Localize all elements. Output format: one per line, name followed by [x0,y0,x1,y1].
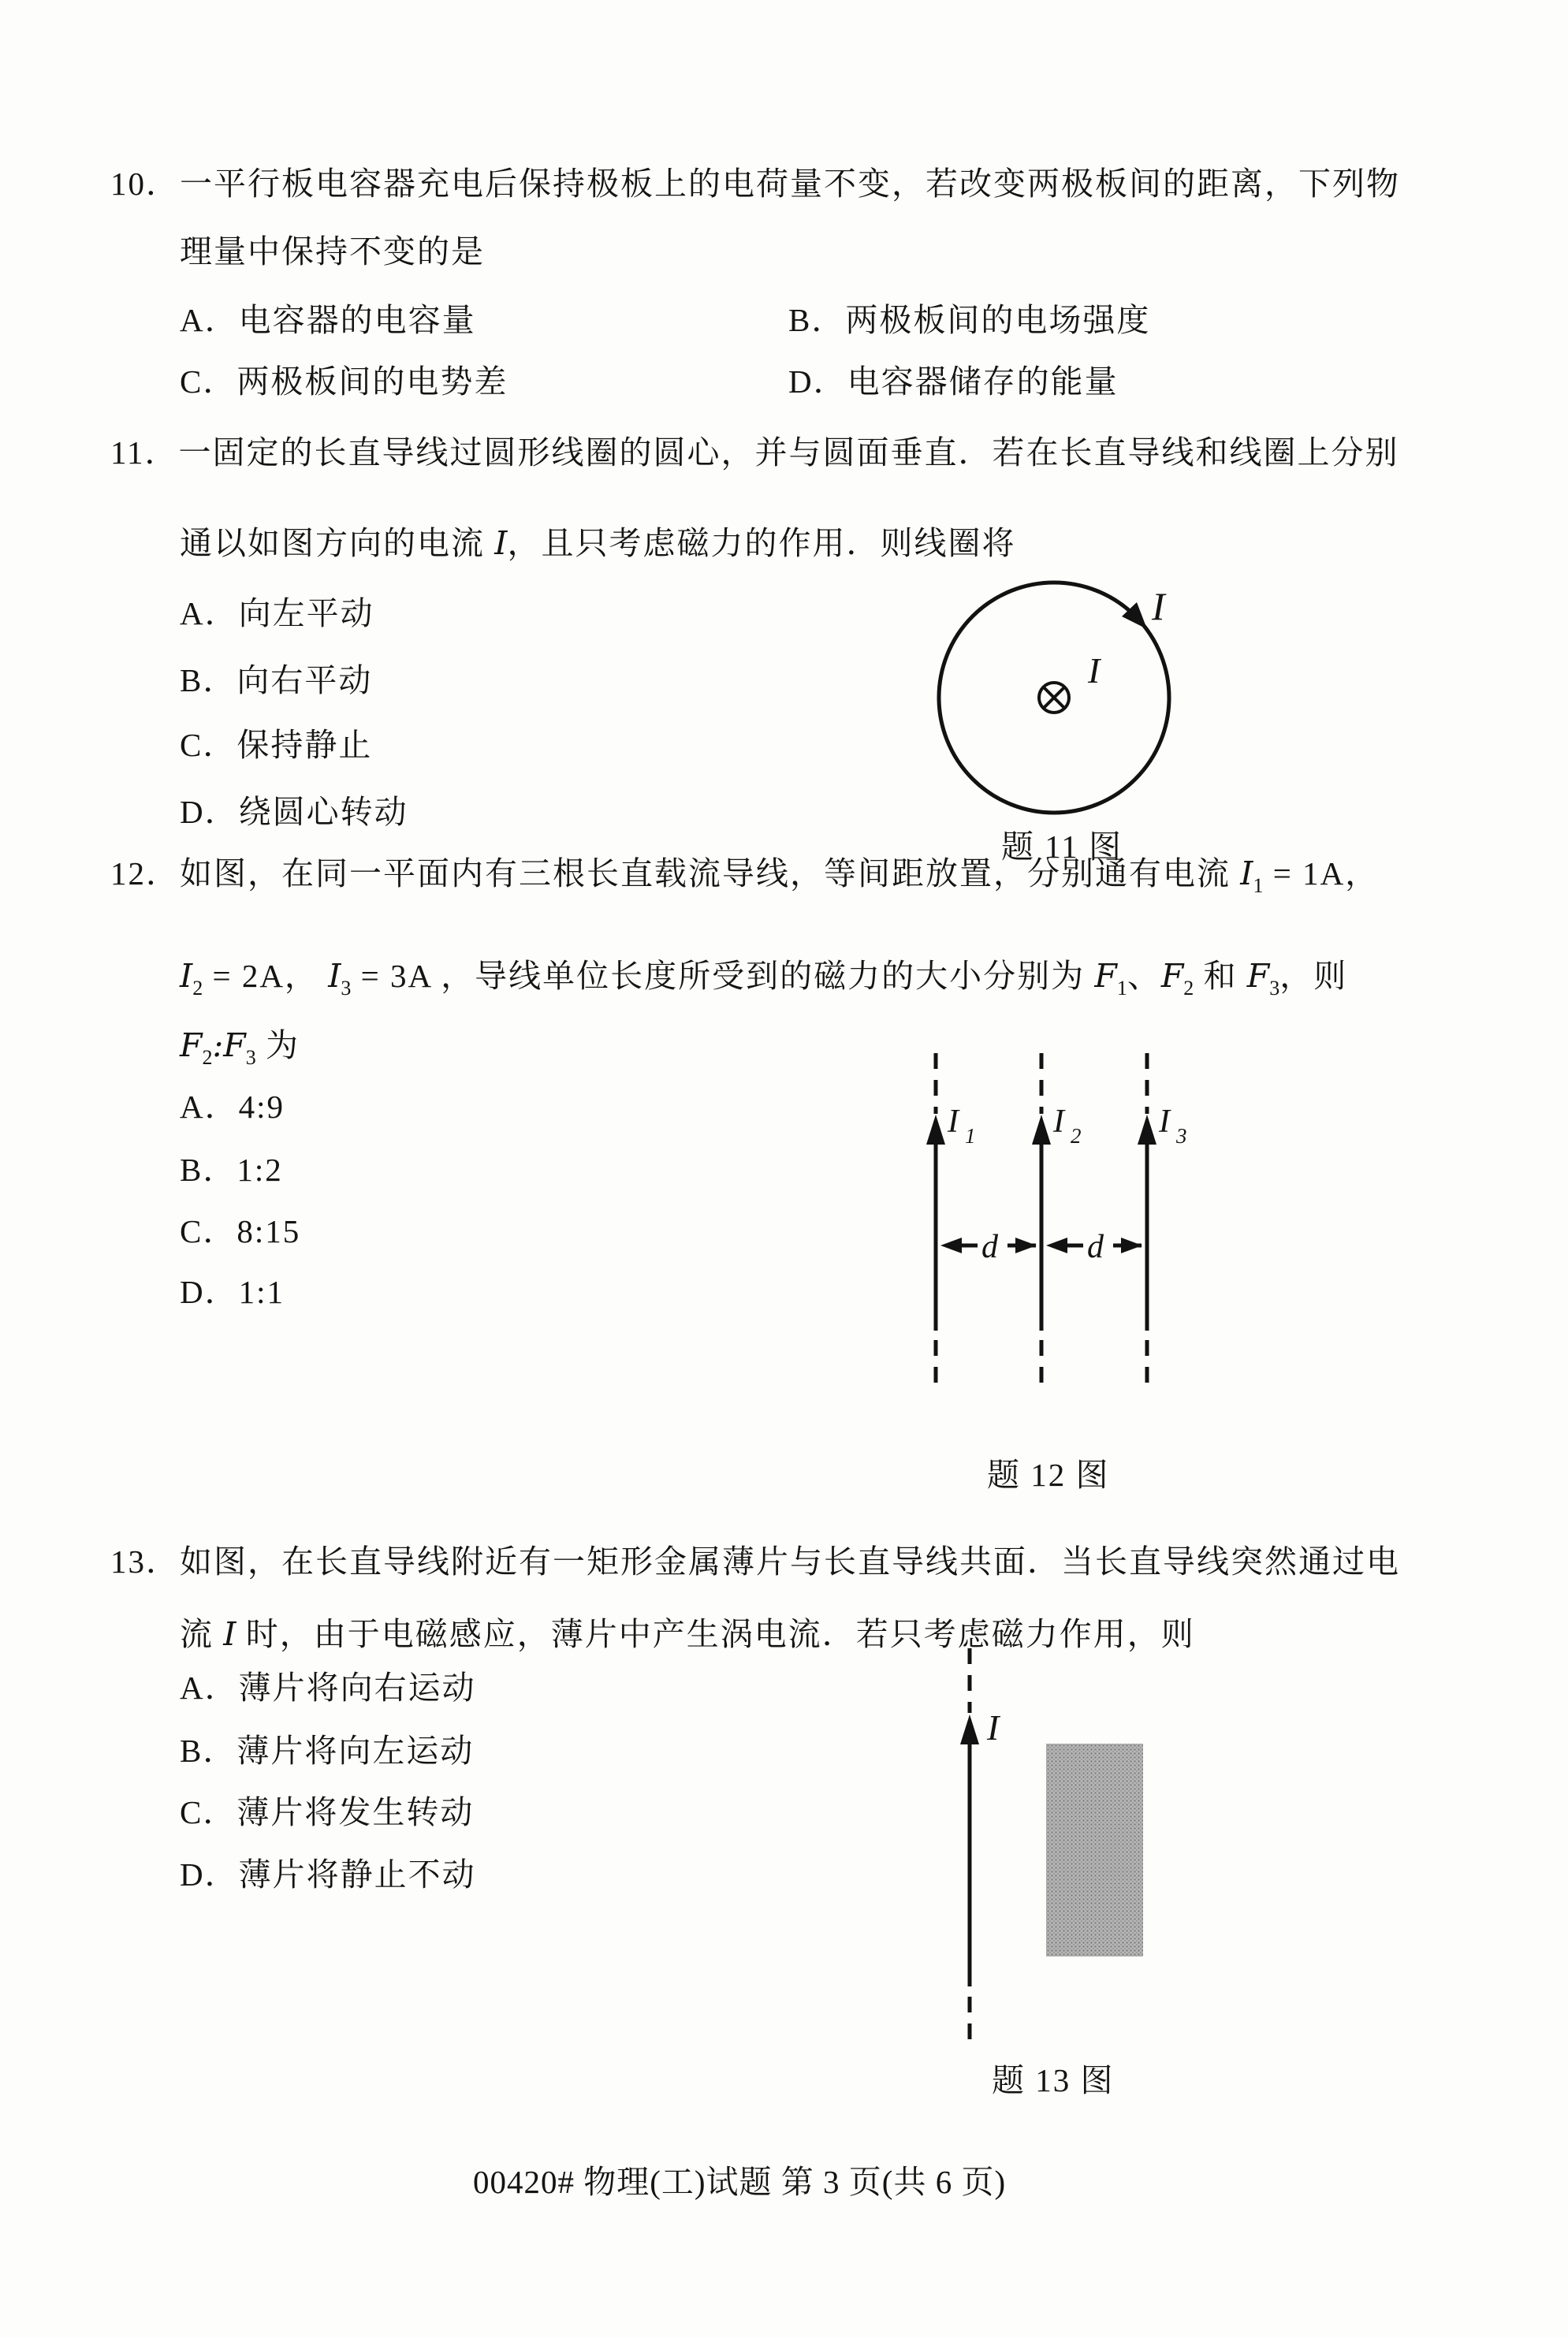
loop-current-label: I [1152,584,1165,628]
q11-option-d: D．绕圆心转动 [180,794,408,830]
dim1-right-arrowhead-icon [1015,1238,1037,1253]
q11-line2: 通以如图方向的电流 I，且只考虑磁力的作用．则线圈将 [180,524,1016,562]
q10-option-a: A．电容器的电容量 [180,302,476,338]
wire3-current-sub: 3 [1176,1124,1187,1148]
q12-option-b: B．1:2 [180,1152,283,1188]
q11-option-c: C．保持静止 [180,727,373,763]
wire2-current-label: I [1053,1104,1064,1140]
q13-option-d: D．薄片将静止不动 [180,1856,476,1893]
q13-line2: 流 I 时，由于电磁感应，薄片中产生涡电流．若只考虑磁力作用，则 [180,1615,1195,1653]
page-footer: 00420# 物理(工)试题 第 3 页(共 6 页) [473,2164,1007,2200]
wire1-current-sub: 1 [965,1124,976,1148]
q13-option-a: A．薄片将向右运动 [180,1670,476,1706]
q10-option-c: C．两极板间的电势差 [180,363,508,400]
q11-line1: 11．一固定的长直导线过圆形线圈的圆心，并与圆面垂直．若在长直导线和线圈上分别 [110,434,1399,471]
dim2-label: d [1087,1229,1104,1265]
wire3-current-label: I [1159,1104,1170,1140]
q10-option-b: B．两极板间的电场强度 [788,302,1151,338]
q12-diagram [891,1048,1206,1387]
dim2-left-arrowhead-icon [1046,1238,1067,1253]
wire2-current-sub: 2 [1071,1124,1082,1148]
q13-line1: 13．如图，在长直导线附近有一矩形金属薄片与长直导线共面．当长直导线突然通过电 [110,1543,1400,1580]
q12-option-a: A．4:9 [180,1089,285,1125]
q13-option-b: B．薄片将向左运动 [180,1733,475,1769]
q10-line1: 10．一平行板电容器充电后保持极板上的电荷量不变，若改变两极板间的距离，下列物 [110,166,1400,202]
q11-option-b: B．向右平动 [180,662,373,698]
metal-sheet [1046,1744,1143,1956]
q13-option-c: C．薄片将发生转动 [180,1794,475,1830]
q12-line1: 12．如图，在同一平面内有三根长直载流导线，等间距放置，分别通有电流 $I_1 = 1A$， [110,854,1380,897]
dim1-left-arrowhead-icon [940,1238,962,1253]
q12-line3: $F_2:F_3$ 为 [180,1026,300,1069]
q12-option-c: C．8:15 [180,1213,301,1249]
q11-diagram [930,574,1190,834]
q12-figure-caption: 题 12 图 [987,1457,1110,1493]
q13-figure-caption: 题 13 图 [992,2062,1115,2098]
dim1-label: d [981,1229,998,1265]
wire1-current-label: I [948,1104,959,1140]
q10-option-d: D．电容器储存的能量 [788,363,1119,400]
dim2-right-arrowhead-icon [1121,1238,1142,1253]
q12-line2: $I_2 = 2A$， $I_3 = 3A$ ，导线单位长度所受到的磁力的大小分别为 $F_1$、$F_2$ 和 $F_3$，则 [180,957,1348,1000]
wire-current-label: I [1088,650,1101,691]
q12-option-d: D．1:1 [180,1274,285,1310]
q10-line2: 理量中保持不变的是 [180,233,485,270]
q11-figure-caption: 题 11 图 [1001,828,1123,865]
q11-option-a: A．向左平动 [180,595,374,631]
wire-current-label: I [987,1707,1000,1748]
